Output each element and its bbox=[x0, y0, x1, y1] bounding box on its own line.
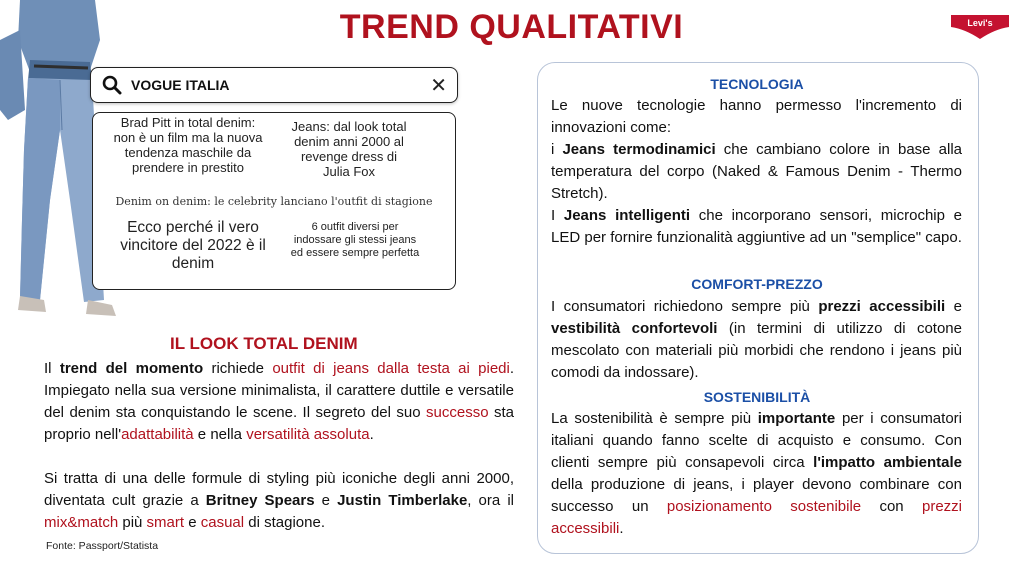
source-note: Fonte: Passport/Statista bbox=[46, 540, 159, 552]
headlines-card bbox=[92, 112, 456, 290]
search-input[interactable]: VOGUE ITALIA bbox=[131, 77, 230, 93]
headline-julia-fox[interactable]: Jeans: dal look total denim anni 2000 al revenge dress di Julia Fox bbox=[291, 119, 407, 179]
heading-comfort-prezzo: COMFORT-PREZZO bbox=[691, 276, 823, 292]
svg-text:Levi's: Levi's bbox=[967, 18, 993, 28]
total-denim-paragraph-1: Il trend del momento richiede outfit di jeans dalla testa ai piedi. Impiegato nella sua versione minimalista, il carattere duttile e versatile del denim sta conquistando le scene. Il segreto del suo successo sta proprio nell'adattabilità e nella versatilità assoluta. bbox=[44, 360, 515, 443]
headline-denim-on-denim[interactable]: Denim on denim: le celebrity lanciano l'outfit di stagione bbox=[115, 195, 433, 208]
heading-sostenibilita: SOSTENIBILITÀ bbox=[703, 389, 811, 405]
headline-6-outfit[interactable]: 6 outfit diversi per indossare gli stessi jeans ed essere sempre perfetta bbox=[290, 221, 420, 259]
tecnologia-paragraph: Le nuove tecnologie hanno permesso l'incremento di innovazioni come: i Jeans termodinamici che cambiano colore in base alla temperatura del corpo (Naked & Famous Denim - Thermo Stretch). I Jeans intelligenti che incorporano sensori, microchip e LED per fornire funzionalità aggiuntive ad un "semplice" capo. bbox=[551, 97, 962, 246]
total-denim-paragraph-2: Si tratta di una delle formule di styling più iconiche degli anni 2000, diventata cult grazie a Britney Spears e Justin Timberlake, ora il mix&match più smart e casual di stagione. bbox=[44, 470, 514, 531]
close-icon[interactable]: ✕ bbox=[430, 75, 447, 97]
section-heading-total-denim: IL LOOK TOTAL DENIM bbox=[170, 334, 358, 353]
levis-logo bbox=[951, 15, 1009, 39]
search-icon bbox=[102, 75, 122, 95]
headline-brad-pitt[interactable]: Brad Pitt in total denim: non è un film ma la nuova tendenza maschile da prendere in prestito bbox=[113, 115, 263, 175]
heading-tecnologia: TECNOLOGIA bbox=[710, 76, 804, 92]
page-title: TREND QUALITATIVI bbox=[339, 8, 684, 46]
headline-vincitore-2022[interactable]: Ecco perché il vero vincitore del 2022 è il denim bbox=[120, 219, 266, 272]
comfort-paragraph: I consumatori richiedono sempre più prezzi accessibili e vestibilità confortevoli (in termini di utilizzo di cotone mescolato con materiali più morbidi che rendono i jeans più comodi da indossare). bbox=[551, 298, 962, 381]
search-bar[interactable] bbox=[90, 67, 458, 103]
sostenibilita-paragraph: La sostenibilità è sempre più importante per i consumatori italiani quando fanno scelte di acquisto e consumo. Con clienti sempre più consapevoli circa l'impatto ambientale della produzione di jeans, i player devono combinare con successo un posizionamento sostenibile con prezzi accessibili. bbox=[551, 410, 962, 537]
